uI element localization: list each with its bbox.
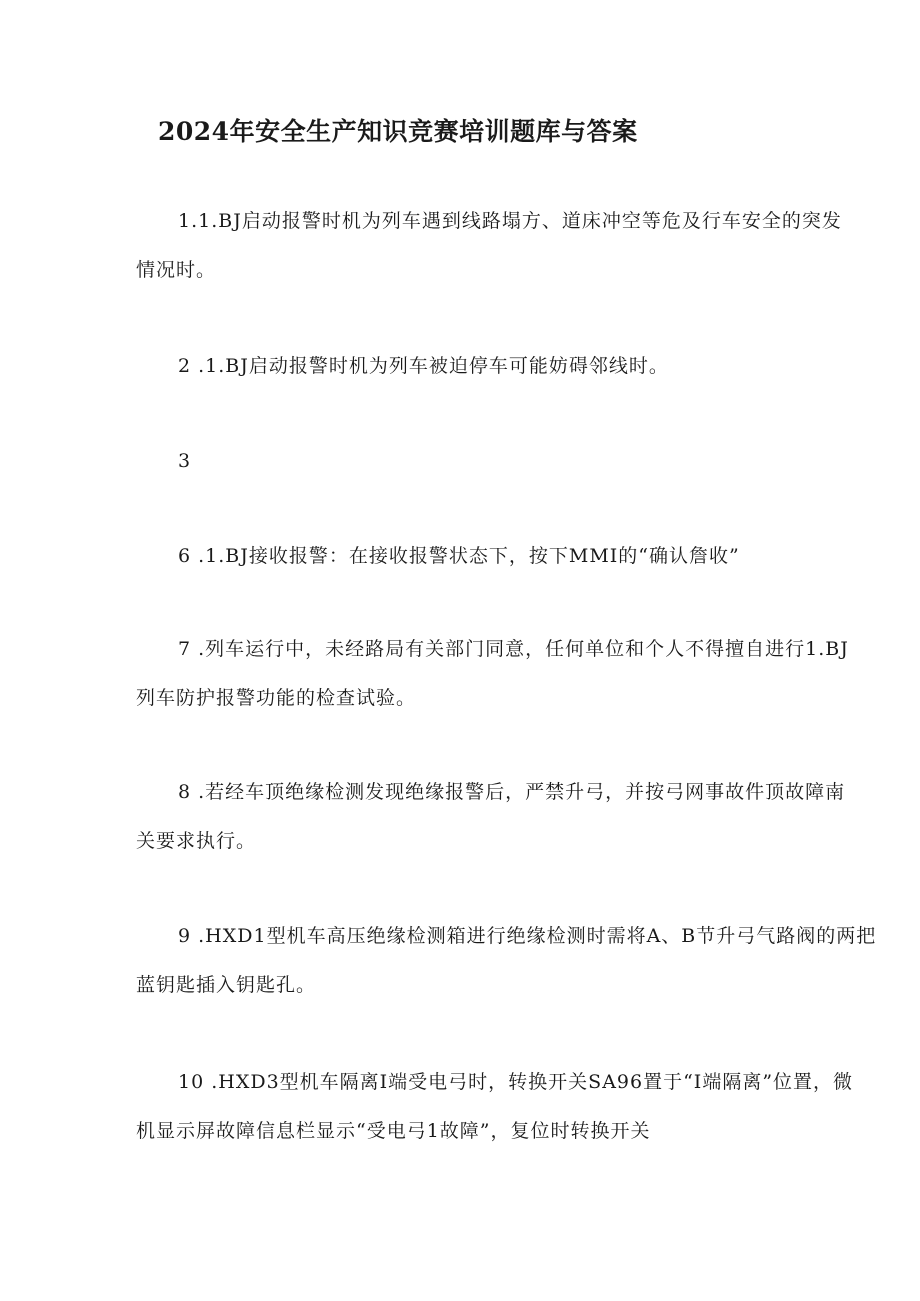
question-paragraph-1: [136, 197, 856, 295]
paragraph-line: 8 .若经车顶绝缘检测发现绝缘报警后，严禁升弓，并按弓网事故件顶故障南: [178, 781, 846, 803]
paragraph-line: 10 .HXD3型机车隔离I端受电弓时，转换开关SA96置于“I端隔离”位置，微: [178, 1071, 854, 1093]
paragraph-line: 关要求执行。: [136, 830, 257, 852]
question-paragraph-8: [136, 768, 856, 866]
question-paragraph-7: [136, 625, 856, 723]
question-paragraph-2: [136, 342, 856, 391]
question-paragraph-6: [136, 532, 856, 581]
paragraph-line: 7 .列车运行中，未经路局有关部门同意，任何单位和个人不得擅自进行1.BJ: [178, 638, 849, 660]
paragraph-line: 6 .1.BJ接收报警：在接收报警状态下，按下MMI的“确认詹收”: [178, 545, 740, 567]
document-title: 2024年安全生产知识竞赛培训题库与答案: [158, 117, 638, 146]
paragraph-line: 蓝钥匙插入钥匙孔。: [136, 974, 317, 996]
question-paragraph-9: [136, 912, 877, 1010]
paragraph-line: 2 .1.BJ启动报警时机为列车被迫停车可能妨碍邻线时。: [178, 355, 669, 377]
paragraph-line: 3: [178, 450, 192, 472]
paragraph-line: 1.1.BJ启动报警时机为列车遇到线路塌方、道床冲空等危及行车安全的突发: [178, 210, 842, 232]
question-paragraph-10: [136, 1058, 856, 1156]
paragraph-line: 列车防护报警功能的检查试验。: [136, 687, 417, 709]
paragraph-line: 情况时。: [136, 259, 217, 281]
paragraph-line: 机显示屏故障信息栏显示“受电弓1故障”，复位时转换开关: [136, 1120, 651, 1142]
question-paragraph-3: [136, 437, 856, 486]
paragraph-line: 9 .HXD1型机车高压绝缘检测箱进行绝缘检测时需将A、B节升弓气路阀的两把: [178, 925, 877, 947]
